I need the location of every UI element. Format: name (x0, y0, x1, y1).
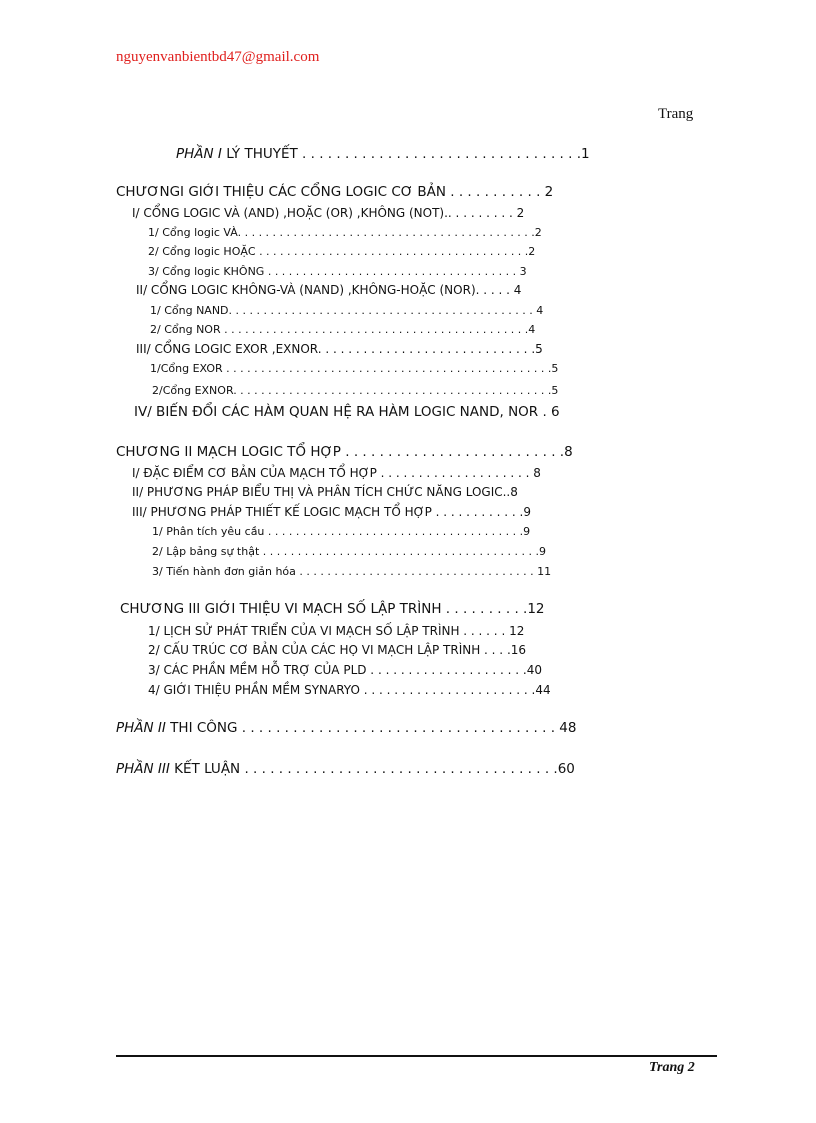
toc-part-1-text: LÝ THUYẾT . . . . . . . . . . . . . . . . . . . . . . . . . . . . . . . . .1 (221, 146, 590, 162)
toc-section: IV/ BIẾN ĐỔI CÁC HÀM QUAN HỆ RA HÀM LOGIC NAND, NOR . 6 (134, 404, 560, 420)
toc-part-3-text: KẾT LUẬN . . . . . . . . . . . . . . . . . . . . . . . . . . . . . . . . . . . . .60 (169, 761, 575, 777)
toc-section: II/ CỔNG LOGIC KHÔNG-VÀ (NAND) ,KHÔNG-HOẶC (NOR). . . . . 4 (136, 283, 522, 297)
toc-part-3-prefix: PHẦN III (116, 761, 170, 777)
toc-part-2-text: THI CÔNG . . . . . . . . . . . . . . . . . . . . . . . . . . . . . . . . . . . . . 48 (165, 720, 577, 736)
toc-item: 1/ LỊCH SỬ PHÁT TRIỂN CỦA VI MẠCH SỐ LẬP TRÌNH . . . . . . 12 (148, 624, 525, 638)
toc-chapter-1: CHƯƠNGI GIỚI THIỆU CÁC CỔNG LOGIC CƠ BẢN . . . . . . . . . . . 2 (116, 184, 554, 200)
toc-section: II/ PHƯƠNG PHÁP BIỂU THỊ VÀ PHÂN TÍCH CHỨC NĂNG LOGIC..8 (132, 485, 518, 499)
toc-item: 2/ Cổng logic HOẶC . . . . . . . . . . . . . . . . . . . . . . . . . . . . . . . . . . . . . . .2 (148, 245, 536, 258)
author-email: nguyenvanbientbd47@gmail.com (116, 49, 320, 65)
toc-chapter-2: CHƯƠNG II MẠCH LOGIC TỔ HỢP . . . . . . . . . . . . . . . . . . . . . . . . . .8 (116, 444, 573, 460)
toc-item: 3/ Cổng logic KHÔNG . . . . . . . . . . . . . . . . . . . . . . . . . . . . . . . . . . . . 3 (148, 265, 527, 278)
toc-item: 1/ Cổng NAND. . . . . . . . . . . . . . . . . . . . . . . . . . . . . . . . . . . . . . . . . . . . 4 (150, 304, 544, 317)
toc-part-2 (116, 720, 577, 736)
toc-part-3 (116, 761, 575, 777)
toc-section: III/ PHƯƠNG PHÁP THIẾT KẾ LOGIC MẠCH TỔ HỢP . . . . . . . . . . . .9 (132, 505, 531, 519)
footer-divider (116, 1055, 717, 1057)
toc-item: 3/ CÁC PHẦN MỀM HỖ TRỢ CỦA PLD . . . . . . . . . . . . . . . . . . . . .40 (148, 663, 542, 677)
toc-section: I/ ĐẶC ĐIỂM CƠ BẢN CỦA MẠCH TỔ HỢP . . . . . . . . . . . . . . . . . . . . 8 (132, 466, 541, 480)
toc-item: 1/ Phân tích yêu cầu . . . . . . . . . . . . . . . . . . . . . . . . . . . . . . . . . . . . .9 (152, 525, 531, 538)
toc-item: 1/Cổng EXOR . . . . . . . . . . . . . . . . . . . . . . . . . . . . . . . . . . . . . . . . . . . . . . .5 (150, 362, 559, 375)
toc-item: 1/ Cổng logic VÀ. . . . . . . . . . . . . . . . . . . . . . . . . . . . . . . . . . . . . . . . . . .2 (148, 226, 542, 239)
toc-item: 4/ GIỚI THIỆU PHẦN MỀM SYNARYO . . . . . . . . . . . . . . . . . . . . . . .44 (148, 683, 551, 697)
toc-section: I/ CỔNG LOGIC VÀ (AND) ,HOẶC (OR) ,KHÔNG (NOT).. . . . . . . . . 2 (132, 206, 525, 220)
toc-item: 2/ CẤU TRÚC CƠ BẢN CỦA CÁC HỌ VI MẠCH LẬP TRÌNH . . . .16 (148, 643, 527, 657)
toc-item: 2/ Lập bảng sự thật . . . . . . . . . . . . . . . . . . . . . . . . . . . . . . . . . . . . . . . .9 (152, 545, 546, 558)
page-column-label: Trang (658, 106, 694, 122)
toc-item: 2/Cổng EXNOR. . . . . . . . . . . . . . . . . . . . . . . . . . . . . . . . . . . . . . . . . . . . . .5 (152, 384, 559, 397)
toc-part-1 (176, 146, 590, 162)
toc-part-1-prefix: PHẦN I (176, 146, 222, 162)
footer-page-number: Trang 2 (649, 1060, 695, 1075)
toc-chapter-3: CHƯƠNG III GIỚI THIỆU VI MẠCH SỐ LẬP TRÌNH . . . . . . . . . .12 (120, 601, 545, 617)
toc-item: 2/ Cổng NOR . . . . . . . . . . . . . . . . . . . . . . . . . . . . . . . . . . . . . . . . . . . .4 (150, 323, 536, 336)
toc-item: 3/ Tiến hành đơn giản hóa . . . . . . . . . . . . . . . . . . . . . . . . . . . . . . . . . . 11 (152, 565, 552, 578)
toc-part-2-prefix: PHẦN II (116, 720, 166, 736)
toc-section: III/ CỔNG LOGIC EXOR ,EXNOR. . . . . . . . . . . . . . . . . . . . . . . . . . . . .5 (136, 342, 543, 356)
